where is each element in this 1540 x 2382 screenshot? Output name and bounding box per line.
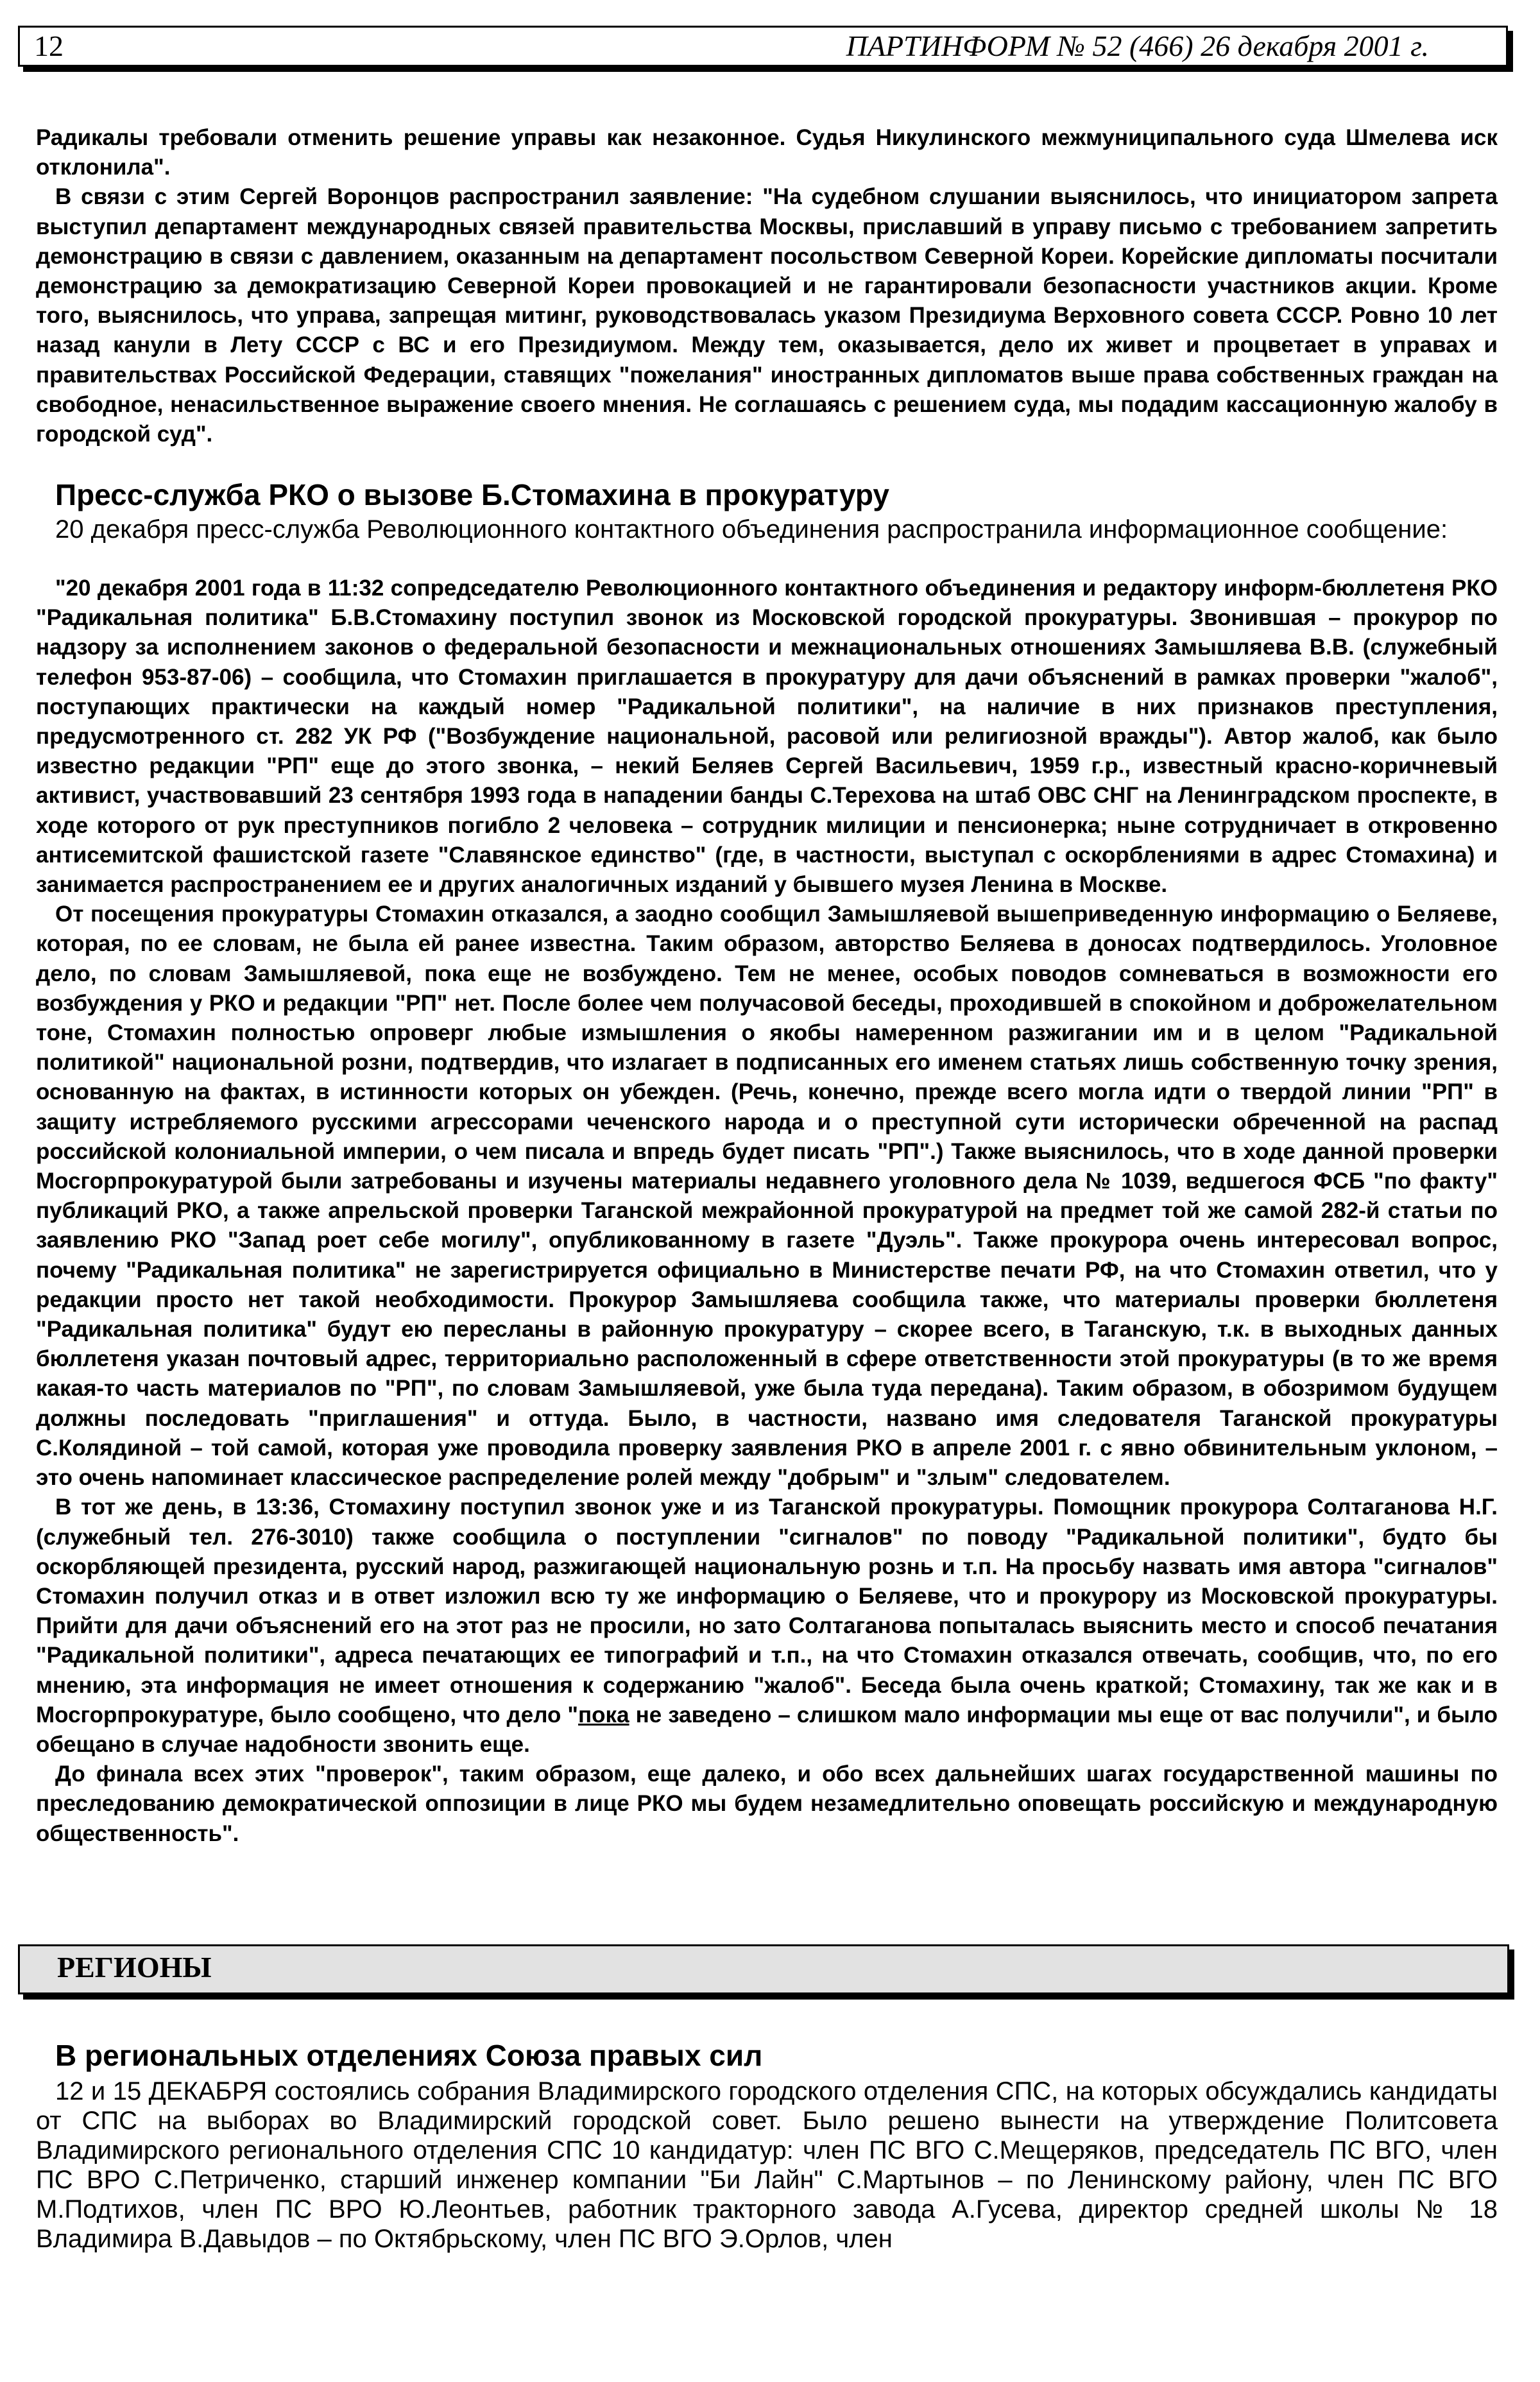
page-header (18, 26, 1508, 67)
paragraph: В связи с этим Сергей Воронцов распространил заявление: "На судебном слушании выяснилось, что инициатором запрета выступил департамент международных связей правительства Москвы, приславший в управу письмо с требованием запретить демонстрацию в связи с давлением, оказанным на департамент посольством Северной Кореи. Корейские дипломаты посчитали демонстрацию за демократизацию Северной Кореи провокацией и не гарантировали безопасности участников акции. Кроме того, выяснилось, что управа, запрещая митинг, руководствовалась указом Президиума Верховного совета СССР. Ровно 10 лет назад канули в Лету СССР с ВС и его Президиумом. Между тем, оказывается, дело их живет и процветает в управах и правительствах Российской Федерации, ставящих "пожелания" иностранных дипломатов выше права собственных граждан на свободное, ненасильственное выражение своего мнения. Не соглашаясь с решением суда, мы подадим кассационную жалобу в городской суд". (36, 184, 1498, 447)
page-number: 12 (34, 30, 64, 62)
text-run: В тот же день, в 13:36, Стомахину поступил звонок уже и из Таганской прокуратуры. Помощник прокурора Солтаганова Н.Г. (служебный тел. 276-3010) также сообщила о поступлении "сигналов" по поводу "Радикальной политики", будто бы оскорбляющей президента, русский народ, разжигающей национальную рознь и т.п. На просьбу назвать имя автора "сигналов" Стомахин получил отказ и в ответ изложил всю ту же информацию о Беляеве, что и прокурору из Московской прокуратуры. Прийти для дачи объяснений его на этот раз не просили, но зато Солтаганова попыталась выяснить место и способ печатания "Радикальной политики", адреса печатающих ее типографий и т.п., на что Стомахин отказался отвечать, сообщив, что, по его мнению, эта информация не имеет отношения к содержанию "жалоб". Беседа была очень краткой; Стомахину, так же как и в Мосгорпрокуратуре, было сообщено, что дело " (36, 1495, 1498, 1727)
article-headline: Пресс-служба РКО о вызове Б.Стомахина в прокуратуру (55, 478, 889, 511)
publication-title: ПАРТИНФОРМ № 52 (466) 26 декабря 2001 г. (846, 30, 1429, 62)
article-intro (36, 515, 1498, 544)
article-continuation (36, 123, 1498, 449)
paragraph: 20 декабря пресс-служба Революционного контактного объединения распространила информационное сообщение: (55, 515, 1448, 544)
paragraph: Радикалы требовали отменить решение управы как незаконное. Судья Никулинского межмуниципального суда Шмелева иск отклонила". (36, 125, 1498, 180)
section-label: РЕГИОНЫ (57, 1951, 212, 1984)
paragraph (36, 1493, 1498, 1760)
paragraph: 12 и 15 ДЕКАБРЯ состоялись собрания Владимирского городского отделения СПС, на которых обсуждались кандидаты от СПС на выборах во Владимирский городской совет. Было решено вынести на утверждение Политсовета Владимирского регионального отделения СПС 10 кандидатур: член ПС ВГО С.Мещеряков, председатель ПС ВГО, член ПС ВРО С.Петриченко, старший инженер компании "Би Лайн" С.Мартынов – по Ленинскому району, член ПС ВГО М.Подтихов, член ПС ВРО Ю.Леонтьев, работник тракторного завода А.Гусева, директор средней школы № 18 Владимира В.Давыдов – по Октябрьскому, член ПС ВГО Э.Орлов, член (36, 2077, 1498, 2253)
underlined-word: пока (578, 1702, 629, 1727)
paragraph: "20 декабря 2001 года в 11:32 сопредседателю Революционного контактного объединения и редактору информ-бюллетеня РКО "Радикальная политика" Б.В.Стомахину поступил звонок из Московской городской прокуратуры. Звонившая – прокурор по надзору за исполнением законов о федеральной безопасности и межнациональных отношениях Замышляева В.В. (служебный телефон 953-87-06) – сообщила, что Стомахин приглашается в прокуратуру для дачи объяснений в рамках проверки "жалоб", поступающих практически на каждый номер "Радикальной политики", на наличие в них признаков преступления, предусмотренного ст. 282 УК РФ ("Возбуждение национальной, расовой или религиозной вражды"). Автор жалоб, как было известно редакции "РП" еще до этого звонка, – некий Беляев Сергей Васильевич, 1959 г.р., известный красно-коричневый активист, участвовавший 23 сентября 1993 года в нападении банды С.Терехова на штаб ОВС СНГ на Ленинградском проспекте, в ходе которого от рук преступников погибло 2 человека – сотрудник милиции и пенсионерка; ныне сотрудничает в откровенно антисемитской фашистской газете "Славянское единство" (где, в частности, выступал с оскорблениями в адрес Стомахина) и занимается распространением ее и других аналогичных изданий у бывшего музея Ленина в Москве. (36, 576, 1498, 898)
paragraph: От посещения прокуратуры Стомахин отказался, а заодно сообщил Замышляевой вышеприведенную информацию о Беляеве, которая, по ее словам, не была ей ранее известна. Таким образом, авторство Беляева в доносах подтвердилось. Уголовное дело, по словам Замышляевой, пока еще не возбуждено. Тем не менее, особых поводов сомневаться в возможности его возбуждения у РКО и редакции "РП" нет. После более чем получасовой беседы, проходившей в спокойном и доброжелательном тоне, Стомахин полностью опроверг любые измышления о якобы намеренном разжигании им и в целом "Радикальной политикой" национальной розни, подтвердив, что излагает в подписанных его именем статьях лишь собственную точку зрения, основанную на фактах, в истинности которых он убежден. (Речь, конечно, прежде всего могла идти о твердой линии "РП" в защиту истребляемого русскими агрессорами чеченского народа и о преступной сути исторически обреченной на распад российской колониальной империи, о чем писала и впредь будет писать "РП".) Также выяснилось, что в ходе данной проверки Мосгорпрокуратурой были затребованы и изучены материалы недавнего уголовного дела № 1039, ведшегося ФСБ "по факту" публикаций РКО, а также апрельской проверки Таганской межрайонной прокуратурой на предмет той же самой 282-й статьи по заявлению РКО "Запад роет себе могилу", опубликованному в газете "Дуэль". Также прокурора очень интересовал вопрос, почему "Радикальная политика" не зарегистрируется официально в Министерстве печати РФ, на что Стомахин ответил, что у редакции просто нет такой необходимости. Прокурор Замышляева сообщила также, что материалы проверки бюллетеня "Радикальная политика" будут ею пересланы в районную прокуратуру – скорее всего, в Таганскую, т.к. в выходных данных бюллетеня указан почтовый адрес, территориально расположенный в сфере ответственности этой прокуратуры (в то же время какая-то часть материалов по "РП", по словам Замышляевой, уже была туда передана). Таким образом, в обозримом будущем должны последовать "приглашения" и оттуда. Было, в частности, названо имя следователя Таганской прокуратуры С.Колядиной – той самой, которая уже проводила проверку заявления РКО в апреле 2001 г. с явно обвинительным уклоном, – это очень напоминает классическое распределение ролей между "добрым" и "злым" следователем. (36, 902, 1498, 1491)
article-body (36, 2077, 1498, 2254)
paragraph: До финала всех этих "проверок", таким образом, еще далеко, и обо всех дальнейших шагах государственной машины по преследованию демократической оппозиции в лице РКО мы будем незамедлительно оповещать российскую и международную общественность". (36, 1761, 1498, 1846)
article-headline: В региональных отделениях Союза правых сил (55, 2039, 763, 2072)
section-header (18, 1944, 1509, 1994)
article-body (36, 574, 1498, 1849)
text-run: не заведено – слишком мало информации мы еще от вас получили", и было обещано в случае надобности звонить еще. (36, 1702, 1498, 1757)
